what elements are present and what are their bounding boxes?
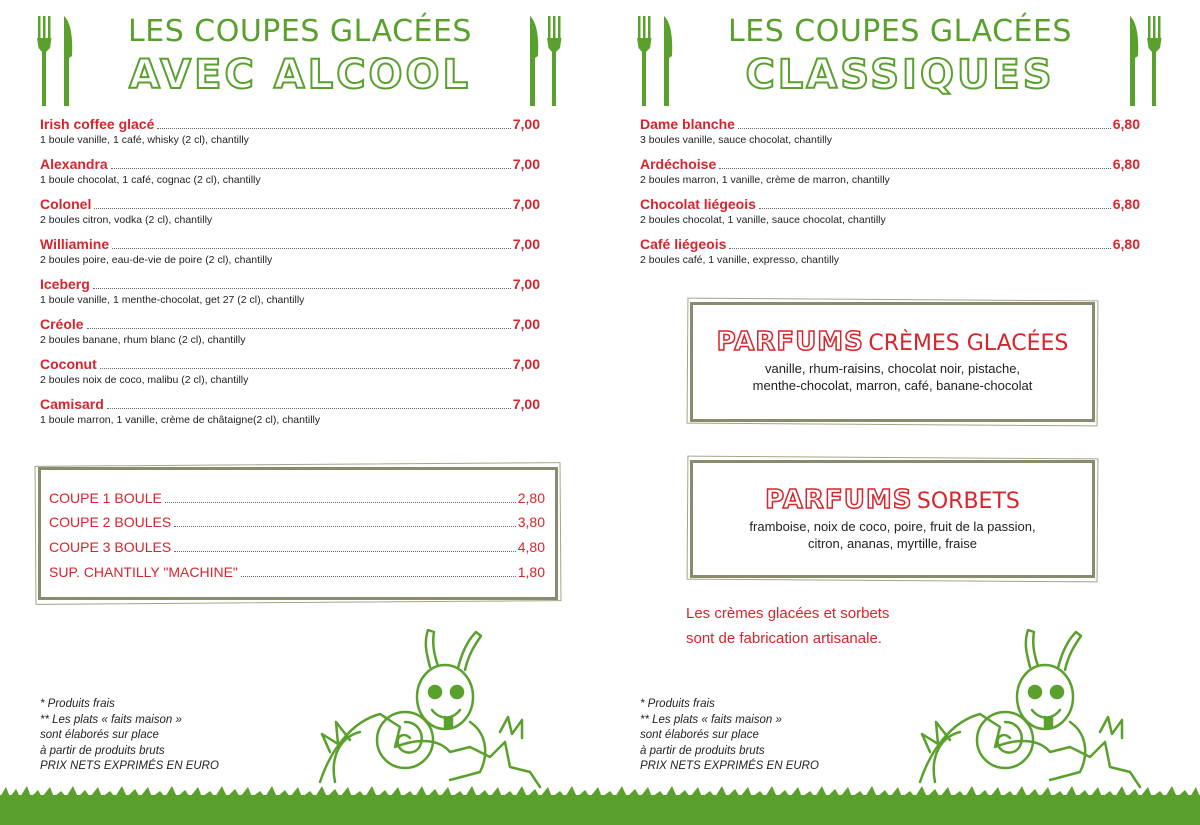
item-description: 1 boule vanille, 1 menthe-chocolat, get 27 (2 cl), chantilly bbox=[40, 294, 305, 306]
scoop-price: 4,80 bbox=[517, 539, 545, 555]
footnote-line: à partir de produits bruts bbox=[40, 744, 165, 757]
item-description: 2 boules café, 1 vanille, expresso, chantilly bbox=[640, 254, 840, 266]
item-name: Colonel bbox=[40, 196, 92, 212]
artisanal-note bbox=[686, 601, 889, 651]
footnote-line: à partir de produits bruts bbox=[640, 744, 765, 757]
list-item bbox=[40, 196, 540, 236]
alcohol-items-list bbox=[40, 116, 540, 436]
left-title-line2: AVEC ALCOOL bbox=[128, 52, 472, 98]
scoop-price: 2,80 bbox=[517, 490, 545, 506]
scoop-price-row bbox=[49, 564, 545, 580]
scoop-price: 3,80 bbox=[517, 514, 545, 530]
list-item bbox=[640, 236, 1140, 276]
cream-flavours-box bbox=[690, 302, 1095, 422]
list-item bbox=[40, 276, 540, 316]
dot-leader bbox=[94, 208, 510, 209]
cream-flavours-subtitle: CRÈMES GLACÉES bbox=[868, 331, 1069, 356]
item-price: 7,00 bbox=[512, 116, 540, 132]
flavours-word: PARFUMS bbox=[765, 485, 913, 515]
footnote-line: sont élaborés sur place bbox=[40, 729, 159, 741]
scoop-price-row bbox=[49, 490, 545, 506]
item-name: Irish coffee glacé bbox=[40, 116, 155, 132]
dot-leader bbox=[729, 248, 1110, 249]
item-description: 1 boule chocolat, 1 café, cognac (2 cl), chantilly bbox=[40, 174, 261, 186]
footnote-line: * Produits frais bbox=[640, 698, 715, 710]
snail-illustration bbox=[900, 622, 1160, 792]
dot-leader bbox=[107, 408, 511, 409]
footnote-line: ** Les plats « faits maison » bbox=[40, 713, 182, 726]
scoop-price-row bbox=[49, 514, 545, 530]
snail-illustration bbox=[300, 622, 560, 792]
list-item bbox=[40, 356, 540, 396]
item-description: 1 boule marron, 1 vanille, crème de châtaigne(2 cl), chantilly bbox=[40, 414, 321, 426]
item-description: 2 boules chocolat, 1 vanille, sauce chocolat, chantilly bbox=[640, 214, 886, 226]
item-name: Iceberg bbox=[40, 276, 90, 292]
dot-leader bbox=[719, 168, 1111, 169]
dot-leader bbox=[111, 168, 511, 169]
dot-leader bbox=[93, 288, 511, 289]
item-price: 7,00 bbox=[512, 196, 540, 212]
classic-items-list bbox=[640, 116, 1140, 276]
scoop-label: COUPE 2 BOULES bbox=[49, 514, 172, 530]
dot-leader bbox=[759, 208, 1111, 209]
dot-leader bbox=[738, 128, 1111, 129]
list-item bbox=[40, 236, 540, 276]
footnote-line: PRIX NETS EXPRIMÉS EN EURO bbox=[640, 760, 819, 772]
item-description: 3 boules vanille, sauce chocolat, chantilly bbox=[640, 134, 833, 146]
item-price: 7,00 bbox=[512, 316, 540, 332]
list-item bbox=[40, 156, 540, 196]
item-price: 7,00 bbox=[512, 236, 540, 252]
item-name: Williamine bbox=[40, 236, 110, 252]
item-price: 7,00 bbox=[512, 356, 540, 372]
right-title-line2: CLASSIQUES bbox=[745, 52, 1055, 98]
item-name: Café liégeois bbox=[640, 236, 727, 252]
item-name: Alexandra bbox=[40, 156, 108, 172]
list-item bbox=[640, 196, 1140, 236]
item-price: 7,00 bbox=[512, 396, 540, 412]
footnote-line: ** Les plats « faits maison » bbox=[640, 713, 782, 726]
cream-flavours-list bbox=[693, 360, 1092, 394]
artisanal-note-line: Les crèmes glacées et sorbets bbox=[686, 605, 890, 622]
left-title-line1: LES COUPES GLACÉES bbox=[128, 14, 472, 49]
dot-leader bbox=[112, 248, 511, 249]
flavours-word: PARFUMS bbox=[716, 327, 864, 357]
dot-leader bbox=[174, 551, 516, 552]
list-item bbox=[40, 116, 540, 156]
flavour-line: citron, ananas, myrtille, fraise bbox=[807, 536, 978, 551]
flavour-line: menthe-chocolat, marron, café, banane-chocolat bbox=[752, 378, 1033, 393]
dot-leader bbox=[157, 128, 510, 129]
scoop-price: 1,80 bbox=[517, 564, 545, 580]
artisanal-note-line: sont de fabrication artisanale. bbox=[686, 630, 882, 647]
sorbet-flavours-subtitle: SORBETS bbox=[916, 489, 1020, 514]
list-item bbox=[640, 116, 1140, 156]
list-item bbox=[40, 316, 540, 356]
item-description: 2 boules banane, rhum blanc (2 cl), chantilly bbox=[40, 334, 246, 346]
footnote bbox=[640, 697, 819, 775]
sorbet-flavours-list bbox=[693, 518, 1092, 552]
item-description: 2 boules poire, eau-de-vie de poire (2 cl), chantilly bbox=[40, 254, 273, 266]
scoop-label: SUP. CHANTILLY "MACHINE" bbox=[49, 564, 238, 580]
item-name: Dame blanche bbox=[640, 116, 735, 132]
item-price: 6,80 bbox=[1112, 156, 1140, 172]
item-name: Ardéchoise bbox=[640, 156, 717, 172]
item-name: Coconut bbox=[40, 356, 97, 372]
footnote-line: * Produits frais bbox=[40, 698, 115, 710]
cream-flavours-title bbox=[693, 327, 1092, 357]
flavour-line: framboise, noix de coco, poire, fruit de la passion, bbox=[749, 519, 1036, 534]
item-name: Chocolat liégeois bbox=[640, 196, 756, 212]
list-item bbox=[640, 156, 1140, 196]
item-name: Camisard bbox=[40, 396, 104, 412]
item-price: 6,80 bbox=[1112, 116, 1140, 132]
list-item bbox=[40, 396, 540, 436]
item-price: 6,80 bbox=[1112, 236, 1140, 252]
dot-leader bbox=[241, 576, 516, 577]
dot-leader bbox=[100, 368, 511, 369]
right-title-line1: LES COUPES GLACÉES bbox=[728, 14, 1072, 49]
sorbet-flavours-title bbox=[693, 485, 1092, 515]
scoop-price-row bbox=[49, 539, 545, 555]
dot-leader bbox=[165, 502, 516, 503]
scoop-prices-box bbox=[38, 467, 558, 600]
item-price: 7,00 bbox=[512, 156, 540, 172]
item-price: 7,00 bbox=[512, 276, 540, 292]
footnote-line: PRIX NETS EXPRIMÉS EN EURO bbox=[40, 760, 219, 772]
sorbet-flavours-box bbox=[690, 460, 1095, 578]
dot-leader bbox=[87, 328, 511, 329]
item-name: Créole bbox=[40, 316, 84, 332]
item-description: 2 boules noix de coco, malibu (2 cl), chantilly bbox=[40, 374, 249, 386]
item-description: 1 boule vanille, 1 café, whisky (2 cl), chantilly bbox=[40, 134, 249, 146]
item-description: 2 boules citron, vodka (2 cl), chantilly bbox=[40, 214, 213, 226]
dot-leader bbox=[174, 526, 516, 527]
flavour-line: vanille, rhum-raisins, chocolat noir, pistache, bbox=[764, 361, 1021, 376]
item-description: 2 boules marron, 1 vanille, crème de marron, chantilly bbox=[640, 174, 890, 186]
footnote-line: sont élaborés sur place bbox=[640, 729, 759, 741]
footnote bbox=[40, 697, 219, 775]
item-price: 6,80 bbox=[1112, 196, 1140, 212]
scoop-label: COUPE 3 BOULES bbox=[49, 539, 172, 555]
scoop-label: COUPE 1 BOULE bbox=[49, 490, 162, 506]
